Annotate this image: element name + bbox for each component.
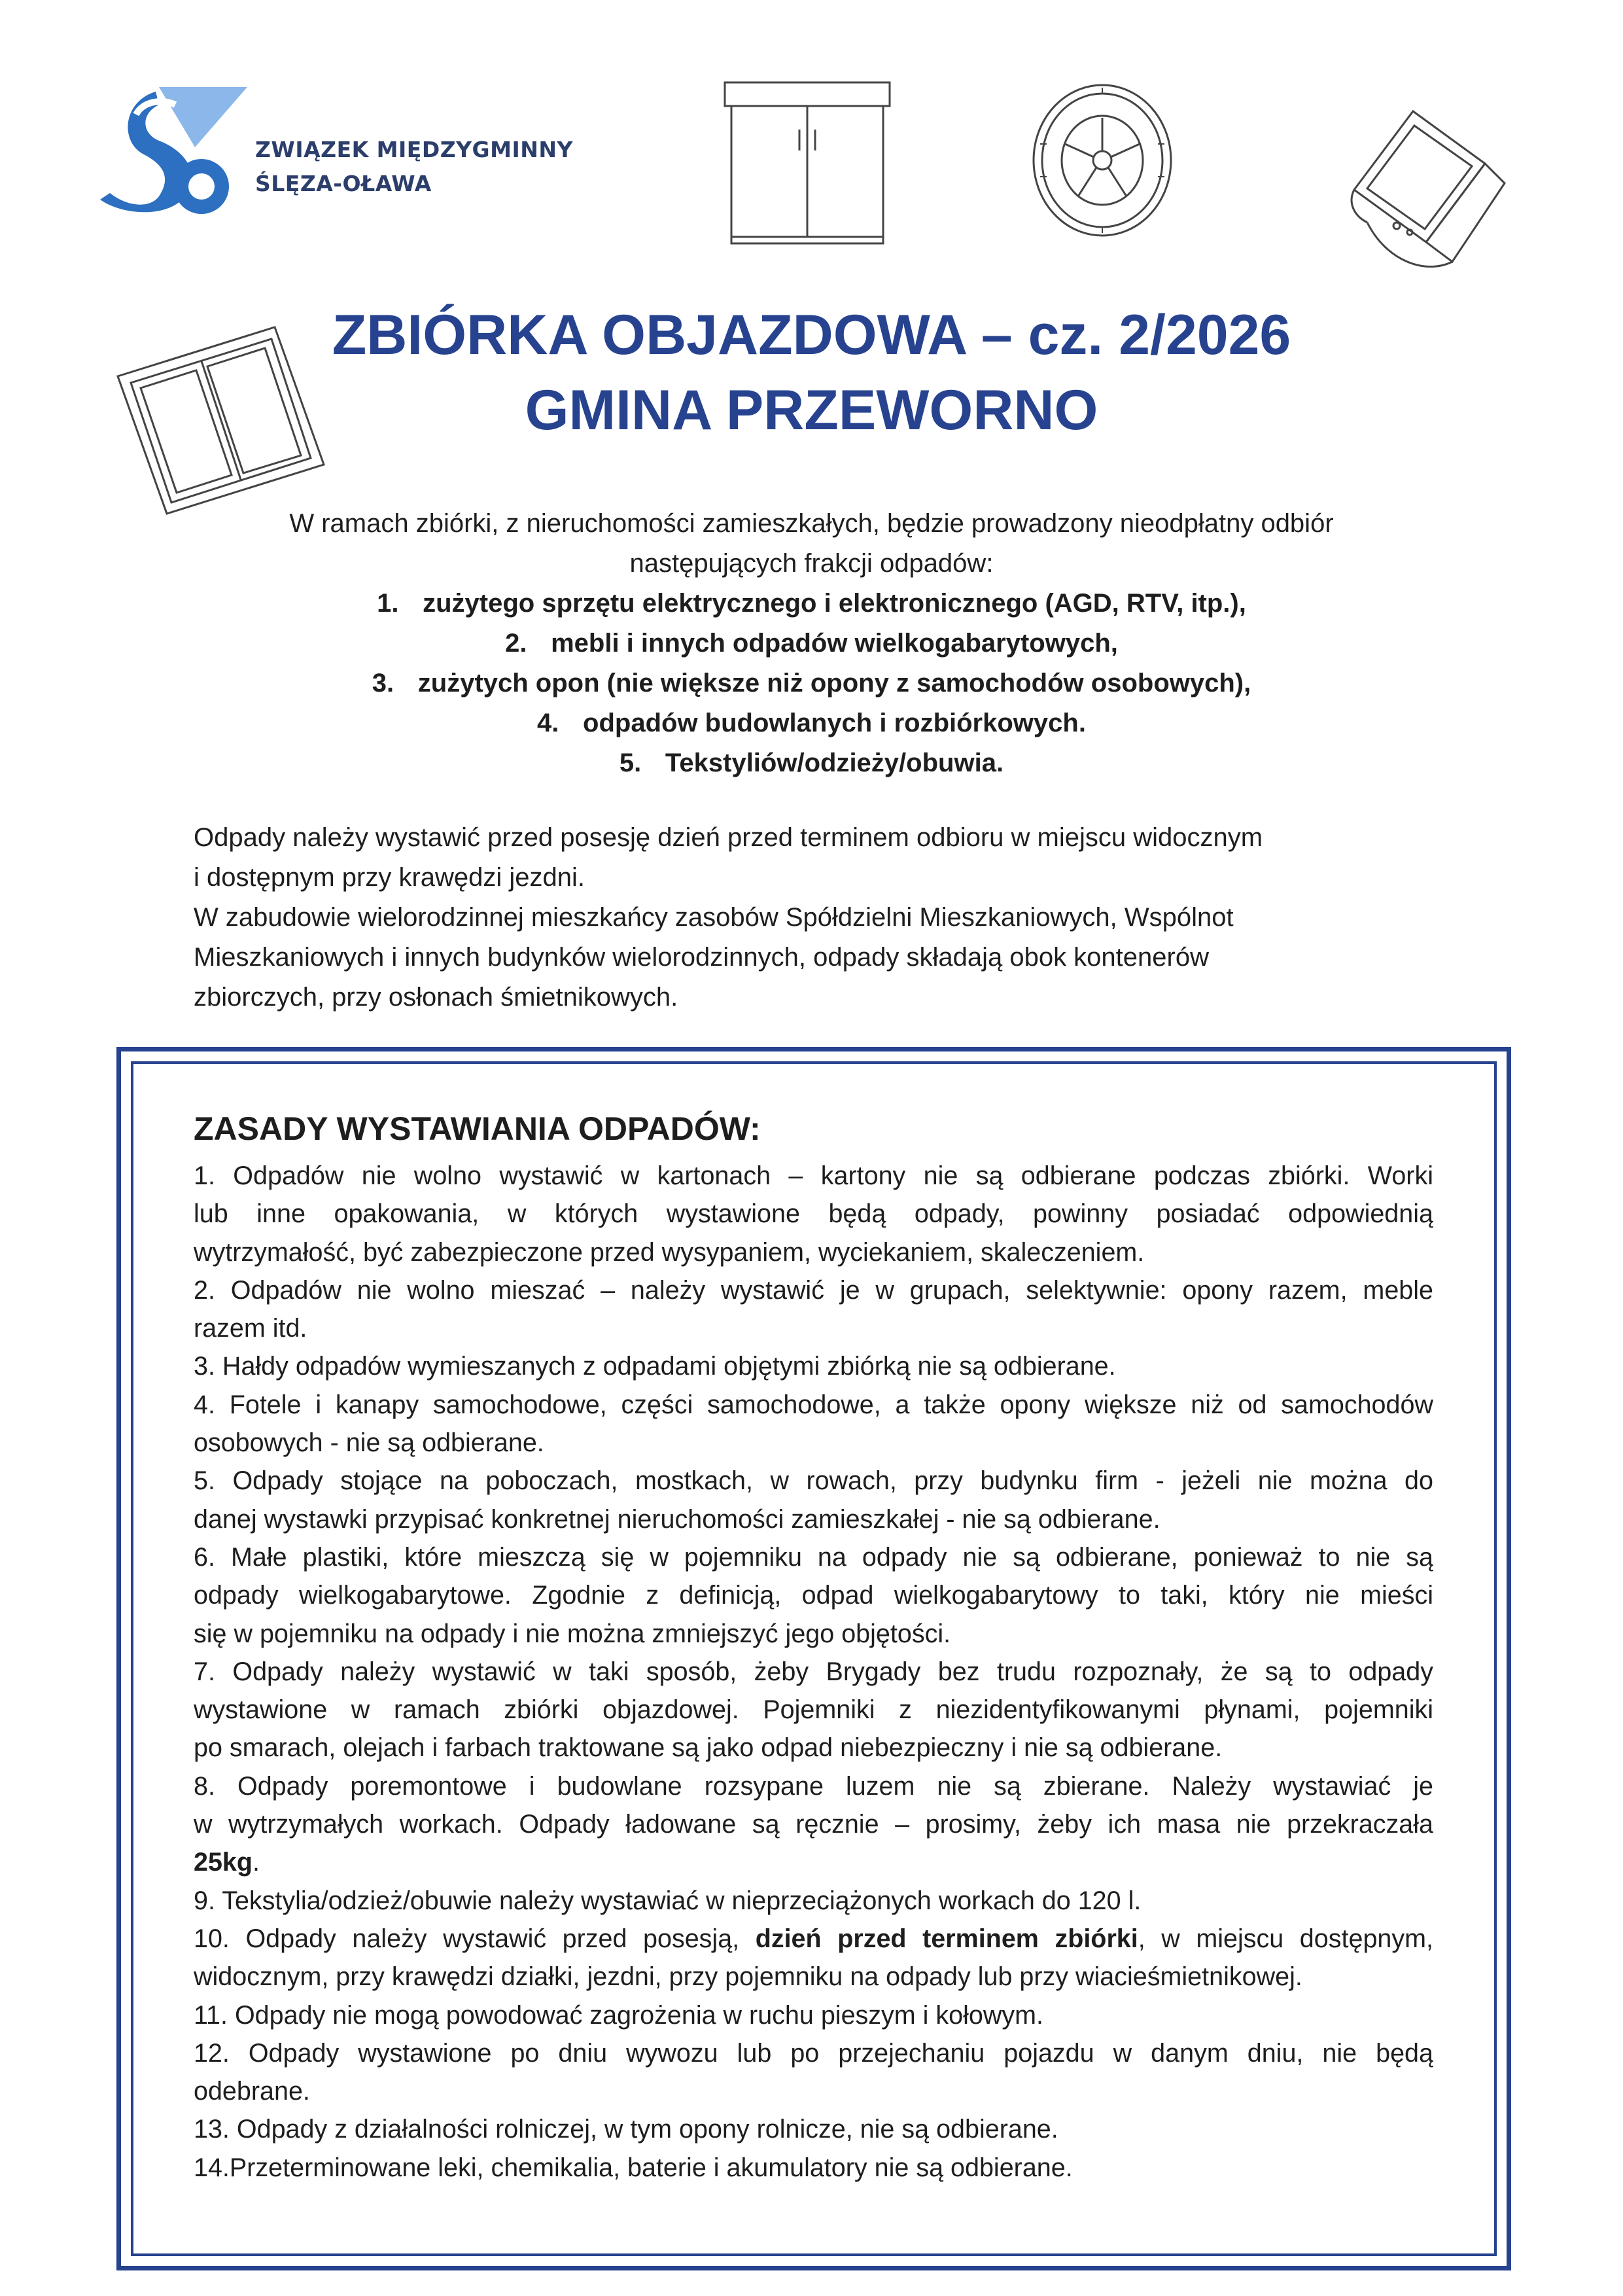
rule-line: danej wystawki przypisać konkretnej nieruchomości zamieszkałej - nie są odbierane. (194, 1504, 1161, 1534)
rule-line: widocznym, przy krawędzi działki, jezdni, przy pojemniku na odpady lub przy wiacieśmietnikowej. (194, 1962, 1302, 1992)
logo-line-2: ŚLĘZA-OŁAWA (255, 171, 432, 196)
intro-section (0, 504, 1623, 783)
rule-line: odpady wielkogabarytowe. Zgodnie z definicją, odpad wielkogabarytowy to taki, który nie mieści (194, 1581, 1433, 1610)
association-logo (97, 75, 573, 219)
rule-line: 12. Odpady wystawione po dniu wywozu lub po przejechaniu pojazdu w danym dniu, nie będą (194, 2038, 1433, 2068)
cabinet-icon (720, 77, 896, 247)
rule-line: wytrzymałość, być zabezpieczone przed wysypaniem, wyciekaniem, skaleczeniem. (194, 1237, 1145, 1267)
rule-line: odebrane. (194, 2077, 310, 2106)
rule-line: 2. Odpadów nie wolno mieszać – należy wystawić je w grupach, selektywnie: opony razem, meble (194, 1275, 1433, 1305)
rule-line: 9. Tekstylia/odzież/obuwie należy wystawiać w nieprzeciążonych workach do 120 l. (194, 1886, 1142, 1915)
rule-line: 14.Przeterminowane leki, chemikalia, baterie i akumulatory nie są odbierane. (194, 2153, 1073, 2182)
notice-line: i dostępnym przy krawędzi jezdni. (194, 863, 585, 892)
logo-mark-icon (97, 75, 254, 219)
rule-line: 25kg. (194, 1848, 260, 1877)
rule-line: się w pojemniku na odpady i nie można zmniejszyć jego objętości. (194, 1619, 951, 1648)
rule-line: 13. Odpady z działalności rolniczej, w tym opony rolnicze, nie są odbierane. (194, 2115, 1058, 2144)
rule-line: 1. Odpadów nie wolno wystawić w kartonach – kartony nie są odbierane podczas zbiórki. Worki (194, 1161, 1433, 1190)
rule-line: razem itd. (194, 1314, 307, 1343)
fractions-list (0, 584, 1623, 783)
fraction-item: 4. odpadów budowlanych i rozbiórkowych. (537, 709, 1086, 737)
rule-line: 8. Odpady poremontowe i budowlane rozsypane luzem nie są zbierane. Należy wystawiać je (194, 1771, 1433, 1801)
title-block (0, 298, 1623, 448)
fraction-item: 1. zużytego sprzętu elektrycznego i elektronicznego (AGD, RTV, itp.), (377, 589, 1246, 618)
rule-line: 5. Odpady stojące na poboczach, mostkach, w rowach, przy budynku firm - jeżeli nie można do (194, 1466, 1433, 1496)
intro-line-2: następujących frakcji odpadów: (629, 549, 994, 578)
notice-paragraph (194, 818, 1437, 1017)
rule-line: wystawione w ramach zbiórki objazdowej. Pojemniki z niezidentyfikowanymi płynami, pojemniki (194, 1695, 1433, 1725)
notice-line: zbiorczych, przy osłonach śmietnikowych. (194, 983, 678, 1012)
fraction-item: 2. mebli i innych odpadów wielkogabarytowych, (505, 629, 1118, 658)
notice-line: Odpady należy wystawić przed posesję dzień przed terminem odbioru w miejscu widocznym (194, 823, 1263, 852)
rule-line: 4. Fotele i kanapy samochodowe, części samochodowe, a także opony większe niż od samochodów (194, 1390, 1433, 1419)
page-subtitle: GMINA PRZEWORNO (525, 379, 1098, 442)
notice-line: W zabudowie wielorodzinnej mieszkańcy zasobów Spółdzielni Mieszkaniowych, Wspólnot (194, 903, 1234, 932)
deadline-emphasis: dzień przed terminem zbiórki (755, 1924, 1138, 1953)
tire-icon (1027, 79, 1178, 242)
rules-section (194, 1106, 1433, 2187)
logo-line-1: ZWIĄZEK MIĘDZYGMINNY (255, 137, 573, 162)
rule-line: po smarach, olejach i farbach traktowane są jako odpad niebezpieczny i nie są odbierane. (194, 1733, 1223, 1763)
rule-line: w wytrzymałych workach. Odpady ładowane są ręcznie – prosimy, żeby ich masa nie przekraczała (194, 1810, 1433, 1839)
fraction-item: 5. Tekstyliów/odzieży/obuwia. (619, 749, 1004, 777)
rule-line: 3. Hałdy odpadów wymieszanych z odpadami objętymi zbiórką nie są odbierane. (194, 1352, 1116, 1381)
intro-line-1: W ramach zbiórki, z nieruchomości zamieszkałych, będzie prowadzony nieodpłatny odbiór (289, 509, 1334, 538)
monitor-icon (1328, 98, 1518, 288)
rule-line: osobowych - nie są odbierane. (194, 1428, 544, 1458)
rule-line: 7. Odpady należy wystawić w taki sposób, żeby Brygady bez trudu rozpoznały, że są to odpady (194, 1657, 1433, 1686)
rule-line: lub inne opakowania, w których wystawione będą odpady, powinny posiadać odpowiednią (194, 1199, 1433, 1229)
notice-line: Mieszkaniowych i innych budynków wielorodzinnych, odpady składają obok kontenerów (194, 943, 1209, 972)
logo-text (255, 133, 573, 201)
rule-line: 10. Odpady należy wystawić przed posesją, dzień przed terminem zbiórki, w miejscu dostępnym, (194, 1924, 1434, 1953)
rule-line: 6. Małe plastiki, które mieszczą się w pojemniku na odpady nie są odbierane, ponieważ to nie są (194, 1542, 1433, 1572)
fraction-item: 3. zużytych opon (nie większe niż opony z samochodów osobowych), (372, 669, 1251, 698)
rule-line: 11. Odpady nie mogą powodować zagrożenia w ruchu pieszym i kołowym. (194, 2000, 1044, 2030)
page-title: ZBIÓRKA OBJAZDOWA – cz. 2/2026 (332, 304, 1291, 366)
rules-heading: ZASADY WYSTAWIANIA ODPADÓW: (194, 1110, 761, 1147)
weight-limit: 25kg (194, 1848, 253, 1877)
